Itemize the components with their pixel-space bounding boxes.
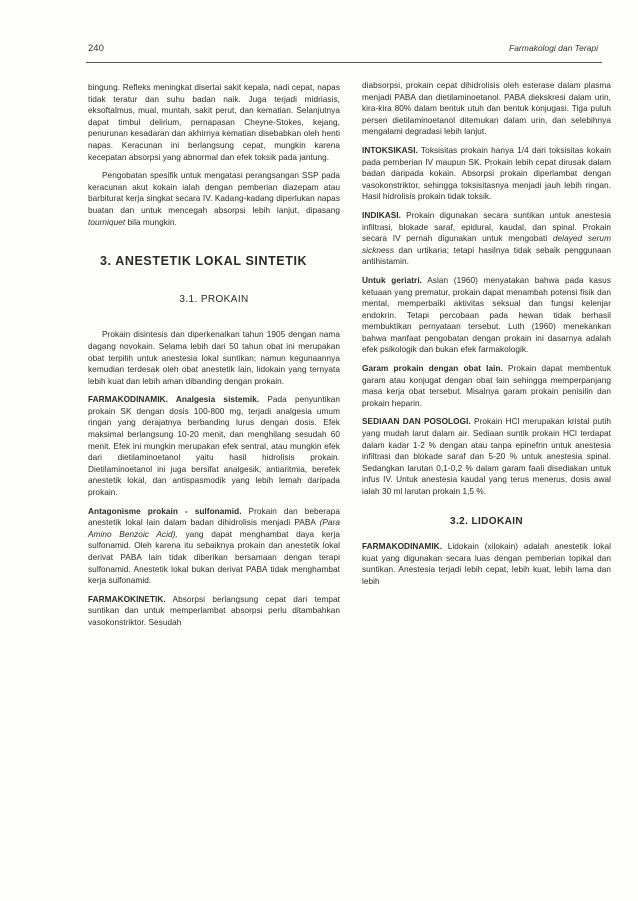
- paragraph: FARMAKODINAMIK. Analgesia sistemik. Pada penyuntikan prokain SK dengan dosis 100-800 mg, terjadi analgesia umum ringan yang derajatnya berbanding lurus dengan dosis. Efek maksimal berlangsung 10-20 menit, dan menghilang sesudah 60 menit. Efek ini mungkin merupakan efek sentral, atau mungkin efek dari dietilaminoetanol yaitu hasil hidrolisis prokain. Dietilaminoetanol ini juga bersifat analgesik, antiaritmia, berefek anestetik lokal, dan antispasmodik yang lebih lemah daripada prokain.: [88, 395, 340, 498]
- paragraph: bingung. Refleks meningkat disertai sakit kepala, nadi cepat, napas tidak teratur dan suhu badan naik. Juga terjadi midriasis, eksoftalmus, mual, muntah, sakit perut, dan kematian. Selanjutnya dapat timbul delirium, pernapasan Cheyne-Stokes, kejang, penurunan kesadaran dan akhirnya kematian disebabkan oleh henti napas. Keracunan ini berlangsung cepat, mungkin karena kecepatan absorpsi yang abnormal dan efek toksik pada jantung.: [88, 83, 340, 162]
- running-title: Farmakologi dan Terapi: [509, 43, 598, 53]
- right-column: [362, 80, 611, 595]
- section-heading: 3. ANESTETIK LOKAL SINTETIK: [100, 254, 308, 269]
- header-rule: [86, 62, 602, 63]
- paragraph: INTOKSIKASI. Toksisitas prokain hanya 1/4 dari toksisitas kokain pada pemberian IV maupun SK. Prokain lebih cepat dirusak dalam badan daripada kokain. Absorpsi prokain diperlambat dengan vasokonstriktor, sehingga toksisitasnya menjadi jauh lebih ringan. Hasil hidrolisis prokain tidak toksik.: [362, 145, 611, 202]
- paragraph: Prokain disintesis dan diperkenalkan tahun 1905 dengan nama dagang novokain. Selama lebih dari 50 tahun obat ini merupakan obat terpilih untuk anestesia lokal suntikan; namun kegunaannya kemudian terdesak oleh obat anestetik lain, lidokain yang ternyata lebih kuat dan lebih aman dibanding dengan prokain.: [88, 330, 340, 386]
- paragraph: Antagonisme prokain - sulfonamid. Prokain dan beberapa anestetik lokal lain dalam badan dihidrolisis menjadi PABA (Para Amino Benzoic Acid), yang dapat menghambat daya kerja sulfonamid. Oleh karena itu sebaiknya prokain dan anestetik lokal derivat PABA lain tidak diberikan bersamaan dengan terapi sulfonamid. Anestetik lokal bukan derivat PABA tidak menghambat kerja sulfonamid.: [88, 506, 340, 586]
- paragraph: FARMAKOKINETIK. Absorpsi berlangsung cepat dari tempat suntikan dan untuk memperlambat absorpsi perlu ditambahkan vasokonstriktor. Sesudah: [88, 594, 340, 627]
- left-column: [88, 82, 340, 636]
- paragraph: diabsorpsi, prokain cepat dihidrolisis oleh esterase dalam plasma menjadi PABA dan dietilaminoetanol. PABA diekskresi dalam urin, kira-kira 80% dalam bentuk utuh dan bentuk konjugasi. Tiga puluh persen dietilaminoetanol ditemukan dalam urin, dan selebihnya mengalami degradasi lebih lanjut.: [362, 81, 611, 137]
- subsection-heading: 3.1. PROKAIN: [179, 293, 249, 305]
- subsection-heading: 3.2. LIDOKAIN: [450, 515, 523, 527]
- paragraph: FARMAKODINAMIK. Lidokain (xilokain) adalah anestetik lokal kuat yang digunakan secara luas dengan pemberian topikal dan suntikan. Anestesia terjadi lebih cepat, lebih kuat, lebih lama dan lebih: [362, 542, 611, 586]
- paragraph: Garam prokain dengan obat lain. Prokain dapat membentuk garam atau konjugat dengan obat lain sehingga memperpanjang masa kerja obat tersebut. Misalnya garam prokain penisilin dan prokain heparin.: [362, 364, 611, 408]
- page-number: 240: [88, 43, 104, 54]
- paragraph: Pengobatan spesifik untuk mengatasi perangsangan SSP pada keracunan akut kokain ialah dengan pemberian diazepam atau barbiturat kerja singkat secara IV. Kadang-kadang diperlukan napas buatan dan untuk mencegah absorpsi lebih lanjut, dipasang tourniquet bila mungkin.: [88, 171, 340, 227]
- paragraph: Untuk geriatri. Aslan (1960) menyatakan bahwa pada kasus ketuaan yang prematur, prokain dapat menambah potensi fisik dan mental, memperbaiki aktivitas seksual dan fungsi kelenjar endokrin. Tetapi percobaan pada hewan tidak berhasil membuktikan pernyataan tersebut. Luth (1960) menekankan bahwa manfaat pengobatan dengan prokain ini dasarnya adalah efek psikologik dan bukan efek farmakologik.: [362, 275, 611, 355]
- paragraph: INDIKASI. Prokain digunakan secara suntikan untuk anestesia infiltrasi, blokade saraf, epidural, kaudal, dan spinal. Prokain secara IV pernah digunakan untuk mengobati delayed serum sickness dan urtikaria; tetapi hasilnya tidak sebaik penggunaan antihistamin.: [362, 210, 611, 267]
- paragraph: SEDIAAN DAN POSOLOGI. Prokain HCl merupakan kristal putih yang mudah larut dalam air. Sediaan suntik prokain HCl terdapat dalam kadar 1-2 % dengan atau tanpa epinefrin untuk anestesia infiltrasi dan blokade saraf dan 5-20 % untuk anestesia spinal. Sedangkan larutan 0,1-0,2 % dalam garam faali disediakan untuk infus IV. Untuk anestesia kaudal yang terus menerus, dosis awal ialah 30 ml larutan prokain 1,5 %.: [362, 417, 611, 496]
